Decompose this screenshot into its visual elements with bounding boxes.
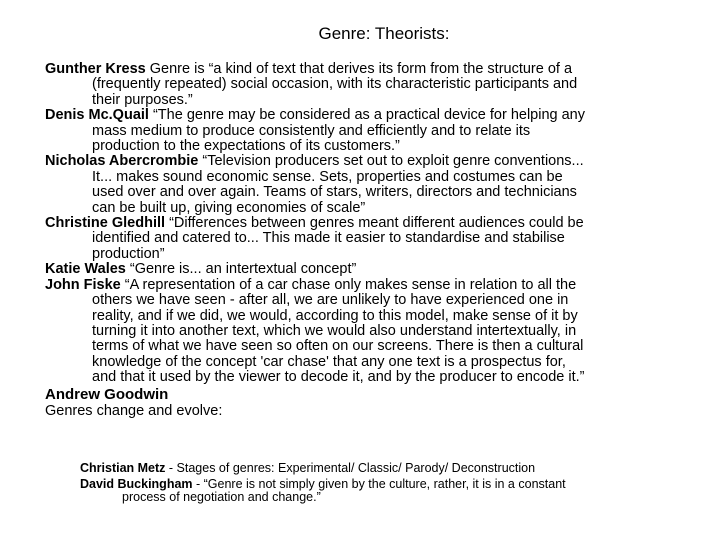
theorist-entry-fiske bbox=[45, 278, 585, 386]
theorist-entry-abercrombie bbox=[45, 154, 585, 216]
theorist-name: Christine Gledhill bbox=[45, 215, 166, 232]
theorist-entry-gledhill bbox=[45, 216, 585, 262]
sub-theorist-text: - Stages of genres: Experimental/ Classic/ Parody/ Deconstruction bbox=[165, 461, 536, 475]
page-title: Genre: Theorists: bbox=[318, 24, 450, 43]
theorist-quote: “Television producers set out to exploit genre conventions... It... makes sound economic sense. Sets, properties and costumes can be used over and over again. Teams of stars, writers, directors and technicians can be built up, giving economies of scale” bbox=[92, 153, 584, 216]
theorist-quote: “Genre is... an intertextual concept” bbox=[125, 261, 357, 278]
theorist-list bbox=[45, 62, 585, 419]
sub-theorist-name: David Buckingham bbox=[80, 476, 193, 491]
sub-theorist-text: - “Genre is not simply given by the culture, rather, it is in a constant process of negotiation and change.” bbox=[122, 476, 566, 505]
theorist-quote: “Differences between genres meant different audiences could be identified and catered to... This made it easier to standardise and stabilise production” bbox=[92, 215, 584, 262]
goodwin-text: Genres change and evolve: bbox=[45, 402, 223, 419]
sub-theorist-name: Christian Metz bbox=[80, 461, 166, 475]
theorist-entry-wales bbox=[45, 262, 585, 277]
theorist-entry-kress bbox=[45, 62, 585, 108]
theorist-quote: “The genre may be considered as a practical device for helping any mass medium to produce consistently and efficiently and to relate its production to the expectations of its customers.” bbox=[92, 107, 586, 155]
sub-theorist-entry-metz bbox=[80, 462, 580, 476]
theorist-quote: “A representation of a car chase only makes sense in relation to all the others we have seen - after all, we are unlikely to have experienced one in reality, and if we did, we would, according to this model, make sense of it by turning it into another text, which we would also understand intertextually, in terms of what we have seen so often on our screens. There is then a cultural knowledge of the concept 'car chase' that any one text is a prospectus for, and that it used by the viewer to decode it, and by the producer to encode it.” bbox=[92, 276, 585, 386]
theorist-entry-mcquail bbox=[45, 108, 585, 154]
theorist-name-goodwin: Andrew Goodwin bbox=[45, 385, 169, 403]
theorist-name: John Fiske bbox=[45, 276, 121, 293]
theorist-name: Katie Wales bbox=[45, 261, 126, 278]
sub-theorist-list bbox=[80, 462, 580, 505]
theorist-quote: Genre is “a kind of text that derives its form from the structure of a (frequently repeated) social occasion, with its characteristic participants and their purposes.” bbox=[92, 61, 578, 108]
theorist-name: Gunther Kress bbox=[45, 61, 146, 77]
sub-theorist-entry-buckingham bbox=[80, 478, 580, 505]
theorist-name: Nicholas Abercrombie bbox=[45, 153, 199, 170]
theorist-name: Denis Mc.Quail bbox=[45, 107, 149, 124]
